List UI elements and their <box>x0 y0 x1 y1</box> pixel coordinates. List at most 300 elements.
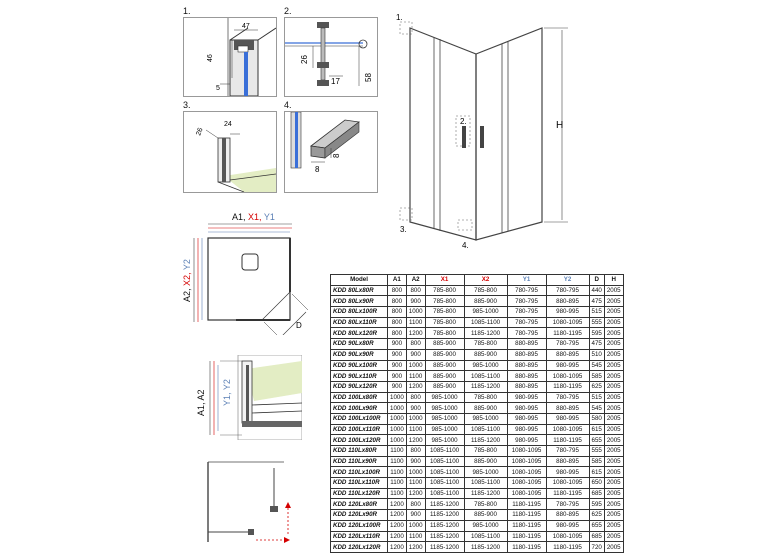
table-cell: 685 <box>589 531 604 542</box>
table-cell: 1085-1100 <box>425 488 464 499</box>
table-cell: 2005 <box>604 339 623 350</box>
table-row <box>331 510 624 521</box>
table-row <box>331 446 624 457</box>
table-cell: 1100 <box>388 446 407 457</box>
table-cell-model: KDD 80Lx120R <box>331 328 388 339</box>
table-cell: 1185-1200 <box>464 381 507 392</box>
table-cell: 1000 <box>388 424 407 435</box>
table-cell: 880-895 <box>546 403 589 414</box>
table-cell: 780-795 <box>546 339 589 350</box>
table-cell: 1200 <box>406 542 425 553</box>
table-cell: 1000 <box>388 403 407 414</box>
table-cell-model: KDD 80Lx100R <box>331 307 388 318</box>
side-y-label: Y1, Y2 <box>222 379 232 406</box>
table-cell: 885-900 <box>425 339 464 350</box>
table-cell: 2005 <box>604 360 623 371</box>
table-cell: 1180-1195 <box>507 531 546 542</box>
table-row <box>331 392 624 403</box>
table-cell-model: KDD 90Lx120R <box>331 381 388 392</box>
table-cell-model: KDD 110Lx90R <box>331 456 388 467</box>
detail-2-dim-a: 26 <box>300 55 309 64</box>
table-cell-model: KDD 120Lx110R <box>331 531 388 542</box>
table-cell: 1080-1095 <box>546 531 589 542</box>
table-cell: 985-1000 <box>425 413 464 424</box>
table-cell: 580 <box>589 413 604 424</box>
table-cell: 1200 <box>406 435 425 446</box>
table-cell: 1185-1200 <box>464 328 507 339</box>
table-cell: 1180-1195 <box>546 488 589 499</box>
table-cell: 595 <box>589 499 604 510</box>
header-a2: A2 <box>406 275 425 286</box>
table-cell-model: KDD 100Lx120R <box>331 435 388 446</box>
detail-2-dim-c: 58 <box>364 73 373 82</box>
callout-1: 1. <box>396 13 403 22</box>
table-row <box>331 542 624 553</box>
header-model: Model <box>331 275 388 286</box>
table-cell: 800 <box>388 307 407 318</box>
table-cell: 780-795 <box>546 392 589 403</box>
table-cell: 900 <box>406 403 425 414</box>
table-cell: 885-900 <box>464 510 507 521</box>
table-row <box>331 317 624 328</box>
table-cell: 800 <box>388 328 407 339</box>
table-cell-model: KDD 90Lx100R <box>331 360 388 371</box>
table-cell: 900 <box>406 456 425 467</box>
table-cell: 1180-1195 <box>546 328 589 339</box>
detail-3-panel <box>183 111 277 193</box>
table-cell: 880-895 <box>546 349 589 360</box>
table-cell: 545 <box>589 403 604 414</box>
table-cell: 545 <box>589 360 604 371</box>
table-cell: 510 <box>589 349 604 360</box>
spec-table-body <box>331 285 624 552</box>
table-cell: 985-1000 <box>425 392 464 403</box>
table-cell: 785-800 <box>464 392 507 403</box>
table-cell: 585 <box>589 456 604 467</box>
table-cell: 2005 <box>604 413 623 424</box>
table-cell: 1085-1100 <box>425 456 464 467</box>
table-cell-model: KDD 120Lx120R <box>331 542 388 553</box>
table-cell: 585 <box>589 371 604 382</box>
header-y2: Y2 <box>546 275 589 286</box>
table-cell: 1000 <box>406 467 425 478</box>
table-cell: 720 <box>589 542 604 553</box>
table-cell: 885-900 <box>464 296 507 307</box>
height-label: H <box>556 120 564 131</box>
table-row <box>331 456 624 467</box>
table-cell: 785-800 <box>464 339 507 350</box>
table-cell: 1085-1100 <box>425 446 464 457</box>
table-row <box>331 296 624 307</box>
table-cell: 980-995 <box>546 520 589 531</box>
table-cell: 2005 <box>604 499 623 510</box>
table-row <box>331 413 624 424</box>
plan-d-label: D <box>296 321 302 330</box>
table-cell: 440 <box>589 285 604 296</box>
table-cell: 980-995 <box>546 413 589 424</box>
table-cell: 2005 <box>604 478 623 489</box>
table-cell: 785-800 <box>425 307 464 318</box>
detail-2-drawing <box>285 18 377 96</box>
header-h: H <box>604 275 623 286</box>
table-cell: 1000 <box>406 307 425 318</box>
detail-4-dim-b: 8 <box>332 153 341 158</box>
table-cell: 655 <box>589 520 604 531</box>
table-cell: 2005 <box>604 296 623 307</box>
spec-table <box>330 274 624 553</box>
table-cell-model: KDD 90Lx80R <box>331 339 388 350</box>
table-cell: 1085-1100 <box>425 467 464 478</box>
table-cell: 1185-1200 <box>464 435 507 446</box>
table-cell: 1080-1095 <box>507 446 546 457</box>
table-cell: 1100 <box>388 478 407 489</box>
plan-a2-label: A2, <box>182 288 192 302</box>
table-cell: 1200 <box>388 542 407 553</box>
table-cell: 2005 <box>604 446 623 457</box>
callout-4: 4. <box>462 241 469 250</box>
table-cell: 615 <box>589 424 604 435</box>
table-cell: 625 <box>589 510 604 521</box>
table-cell: 1180-1195 <box>507 542 546 553</box>
detail-4-number: 4. <box>284 100 292 110</box>
table-cell: 1200 <box>388 520 407 531</box>
table-cell: 1100 <box>388 456 407 467</box>
table-cell: 980-995 <box>546 360 589 371</box>
table-cell: 515 <box>589 307 604 318</box>
table-cell: 880-895 <box>507 381 546 392</box>
plan-x2-label: X2, <box>182 272 192 286</box>
table-cell: 475 <box>589 339 604 350</box>
table-cell: 2005 <box>604 435 623 446</box>
table-cell: 880-895 <box>546 456 589 467</box>
table-cell: 885-900 <box>464 456 507 467</box>
detail-1-drawing <box>184 18 276 96</box>
table-cell: 800 <box>388 296 407 307</box>
table-cell: 1085-1100 <box>464 478 507 489</box>
table-cell: 1000 <box>406 413 425 424</box>
table-cell: 1180-1195 <box>546 435 589 446</box>
table-cell: 2005 <box>604 349 623 360</box>
header-x1: X1 <box>425 275 464 286</box>
detail-1-dim-side: 46 <box>207 54 214 62</box>
plan-a1-label: A1, <box>232 212 246 222</box>
plan-y2-label: Y2 <box>182 259 192 271</box>
table-cell: 1000 <box>388 413 407 424</box>
table-cell: 885-900 <box>464 403 507 414</box>
table-cell-model: KDD 120Lx90R <box>331 510 388 521</box>
table-cell: 800 <box>388 317 407 328</box>
table-cell: 785-800 <box>425 285 464 296</box>
table-cell: 985-1000 <box>464 360 507 371</box>
table-cell: 2005 <box>604 392 623 403</box>
table-cell: 1085-1100 <box>464 317 507 328</box>
table-cell: 1080-1095 <box>546 478 589 489</box>
table-cell: 880-895 <box>507 349 546 360</box>
table-cell: 1180-1195 <box>546 542 589 553</box>
detail-3-number: 3. <box>183 100 191 110</box>
table-cell: 985-1000 <box>425 435 464 446</box>
header-y1: Y1 <box>507 275 546 286</box>
table-cell: 515 <box>589 392 604 403</box>
table-cell-model: KDD 100Lx100R <box>331 413 388 424</box>
table-cell: 900 <box>388 371 407 382</box>
table-cell: 800 <box>406 499 425 510</box>
table-cell: 985-1000 <box>464 520 507 531</box>
table-cell-model: KDD 100Lx80R <box>331 392 388 403</box>
table-cell: 980-995 <box>507 424 546 435</box>
table-cell: 780-795 <box>546 446 589 457</box>
table-cell: 2005 <box>604 381 623 392</box>
table-cell: 625 <box>589 381 604 392</box>
table-cell-model: KDD 120Lx100R <box>331 520 388 531</box>
table-cell: 985-1000 <box>464 467 507 478</box>
table-cell: 1080-1095 <box>546 317 589 328</box>
table-cell: 555 <box>589 317 604 328</box>
table-cell: 800 <box>406 446 425 457</box>
detail-4-panel <box>284 111 378 193</box>
detail-4-drawing <box>285 112 377 192</box>
table-cell: 1180-1195 <box>507 520 546 531</box>
table-row <box>331 488 624 499</box>
callout-3: 3. <box>400 225 407 234</box>
table-cell: 475 <box>589 296 604 307</box>
table-cell: 1080-1095 <box>507 478 546 489</box>
table-cell: 785-800 <box>425 328 464 339</box>
table-cell: 1200 <box>406 381 425 392</box>
table-row <box>331 349 624 360</box>
table-cell-model: KDD 110Lx110R <box>331 478 388 489</box>
table-cell: 880-895 <box>546 296 589 307</box>
table-cell: 885-900 <box>425 371 464 382</box>
detail-1-dim-top: 47 <box>242 23 250 30</box>
table-cell: 1185-1200 <box>425 542 464 553</box>
table-cell: 1080-1095 <box>507 467 546 478</box>
detail-3-drawing <box>184 112 276 192</box>
table-cell: 985-1000 <box>464 307 507 318</box>
table-cell: 2005 <box>604 403 623 414</box>
detail-2-number: 2. <box>284 6 292 16</box>
table-cell: 2005 <box>604 424 623 435</box>
bottom-schematic <box>204 458 304 544</box>
table-cell: 1100 <box>388 467 407 478</box>
table-cell: 785-800 <box>425 317 464 328</box>
table-cell: 980-995 <box>507 403 546 414</box>
plan-x1-label: X1, <box>248 212 262 222</box>
table-cell: 650 <box>589 478 604 489</box>
table-cell-model: KDD 110Lx80R <box>331 446 388 457</box>
table-cell: 685 <box>589 488 604 499</box>
table-cell: 615 <box>589 467 604 478</box>
table-cell: 780-795 <box>507 307 546 318</box>
table-cell: 900 <box>388 339 407 350</box>
table-cell: 880-895 <box>507 360 546 371</box>
table-cell: 1100 <box>388 488 407 499</box>
table-cell: 785-800 <box>464 285 507 296</box>
table-row <box>331 339 624 350</box>
table-cell: 880-895 <box>546 510 589 521</box>
table-cell: 980-995 <box>507 392 546 403</box>
table-cell-model: KDD 110Lx100R <box>331 467 388 478</box>
side-a-label: A1, A2 <box>196 389 206 416</box>
table-cell: 1185-1200 <box>425 499 464 510</box>
table-cell: 900 <box>388 381 407 392</box>
table-cell: 800 <box>406 392 425 403</box>
table-cell: 2005 <box>604 488 623 499</box>
table-cell: 785-800 <box>464 446 507 457</box>
table-cell: 780-795 <box>546 499 589 510</box>
table-cell: 900 <box>406 349 425 360</box>
table-cell-model: KDD 100Lx90R <box>331 403 388 414</box>
table-cell: 980-995 <box>507 413 546 424</box>
detail-1-panel <box>183 17 277 97</box>
table-row <box>331 371 624 382</box>
table-cell: 1200 <box>406 488 425 499</box>
table-cell-model: KDD 120Lx80R <box>331 499 388 510</box>
table-cell: 2005 <box>604 520 623 531</box>
table-row <box>331 435 624 446</box>
table-cell: 985-1000 <box>464 413 507 424</box>
table-cell-model: KDD 100Lx110R <box>331 424 388 435</box>
table-cell: 980-995 <box>546 467 589 478</box>
table-row <box>331 307 624 318</box>
table-cell: 555 <box>589 446 604 457</box>
table-cell: 800 <box>388 285 407 296</box>
table-cell: 785-800 <box>464 499 507 510</box>
table-cell: 655 <box>589 435 604 446</box>
table-cell: 1200 <box>388 531 407 542</box>
table-cell-model: KDD 90Lx90R <box>331 349 388 360</box>
side-section-drawing <box>206 355 302 440</box>
table-cell: 780-795 <box>507 317 546 328</box>
table-cell: 2005 <box>604 317 623 328</box>
table-cell-model: KDD 80Lx80R <box>331 285 388 296</box>
table-cell: 1080-1095 <box>507 488 546 499</box>
table-cell: 2005 <box>604 328 623 339</box>
table-cell: 780-795 <box>507 328 546 339</box>
header-x2: X2 <box>464 275 507 286</box>
table-cell: 900 <box>406 510 425 521</box>
table-cell: 1080-1095 <box>507 456 546 467</box>
detail-2-panel <box>284 17 378 97</box>
table-cell: 1085-1100 <box>464 424 507 435</box>
plan-view-drawing <box>190 220 320 335</box>
table-cell: 2005 <box>604 456 623 467</box>
table-cell: 1085-1100 <box>464 531 507 542</box>
table-cell: 980-995 <box>507 435 546 446</box>
table-cell: 885-900 <box>464 349 507 360</box>
table-cell: 1200 <box>406 328 425 339</box>
table-row <box>331 403 624 414</box>
table-cell: 900 <box>388 360 407 371</box>
table-cell: 1180-1195 <box>507 499 546 510</box>
table-cell: 2005 <box>604 285 623 296</box>
table-cell: 885-900 <box>425 349 464 360</box>
table-cell: 2005 <box>604 542 623 553</box>
table-cell: 780-795 <box>546 285 589 296</box>
table-cell-model: KDD 80Lx110R <box>331 317 388 328</box>
table-cell: 1000 <box>388 435 407 446</box>
table-cell: 780-795 <box>507 285 546 296</box>
table-cell: 885-900 <box>425 360 464 371</box>
table-cell: 800 <box>406 339 425 350</box>
table-row <box>331 467 624 478</box>
header-d: D <box>589 275 604 286</box>
table-row <box>331 478 624 489</box>
table-cell: 785-800 <box>425 296 464 307</box>
table-row <box>331 424 624 435</box>
table-cell: 900 <box>388 349 407 360</box>
table-cell: 1100 <box>406 317 425 328</box>
table-cell: 595 <box>589 328 604 339</box>
table-cell: 1200 <box>388 499 407 510</box>
table-cell-model: KDD 110Lx120R <box>331 488 388 499</box>
table-cell: 2005 <box>604 371 623 382</box>
table-cell: 985-1000 <box>425 424 464 435</box>
table-cell: 1100 <box>406 531 425 542</box>
table-cell: 1000 <box>406 360 425 371</box>
table-cell: 980-995 <box>546 307 589 318</box>
table-cell: 1100 <box>406 478 425 489</box>
table-cell: 780-795 <box>507 296 546 307</box>
table-cell: 2005 <box>604 307 623 318</box>
spec-table-header <box>331 275 624 286</box>
table-cell: 2005 <box>604 531 623 542</box>
table-cell-model: KDD 80Lx90R <box>331 296 388 307</box>
table-cell: 985-1000 <box>425 403 464 414</box>
table-row <box>331 499 624 510</box>
table-row <box>331 328 624 339</box>
table-cell: 1085-1100 <box>425 478 464 489</box>
table-row <box>331 285 624 296</box>
table-row <box>331 520 624 531</box>
table-cell: 1180-1195 <box>546 381 589 392</box>
detail-3-dim-b: 26 <box>195 126 205 137</box>
callout-2: 2. <box>460 117 467 126</box>
table-cell: 1180-1195 <box>507 510 546 521</box>
table-cell: 800 <box>406 285 425 296</box>
table-cell-model: KDD 90Lx110R <box>331 371 388 382</box>
table-cell: 2005 <box>604 510 623 521</box>
detail-2-dim-b: 17 <box>331 77 340 86</box>
header-a1: A1 <box>388 275 407 286</box>
table-row <box>331 381 624 392</box>
table-cell: 1185-1200 <box>464 488 507 499</box>
table-cell: 2005 <box>604 467 623 478</box>
table-cell: 1085-1100 <box>464 371 507 382</box>
detail-1-number: 1. <box>183 6 191 16</box>
table-cell: 1185-1200 <box>464 542 507 553</box>
table-cell: 900 <box>406 296 425 307</box>
table-cell: 1000 <box>406 520 425 531</box>
table-cell: 880-895 <box>507 371 546 382</box>
table-row <box>331 360 624 371</box>
table-cell: 1100 <box>406 371 425 382</box>
plan-y1-label: Y1 <box>263 212 275 222</box>
table-row <box>331 531 624 542</box>
detail-4-dim-a: 8 <box>315 165 320 174</box>
table-cell: 880-895 <box>507 339 546 350</box>
table-cell: 1000 <box>388 392 407 403</box>
table-cell: 1185-1200 <box>425 520 464 531</box>
detail-3-dim-a: 24 <box>224 121 232 128</box>
table-cell: 1100 <box>406 424 425 435</box>
table-cell: 1080-1095 <box>546 371 589 382</box>
detail-1-dim-bottom: 5 <box>216 85 220 92</box>
enclosure-front-view <box>390 8 580 252</box>
table-cell: 1080-1095 <box>546 424 589 435</box>
table-cell: 1185-1200 <box>425 531 464 542</box>
table-cell: 1185-1200 <box>425 510 464 521</box>
